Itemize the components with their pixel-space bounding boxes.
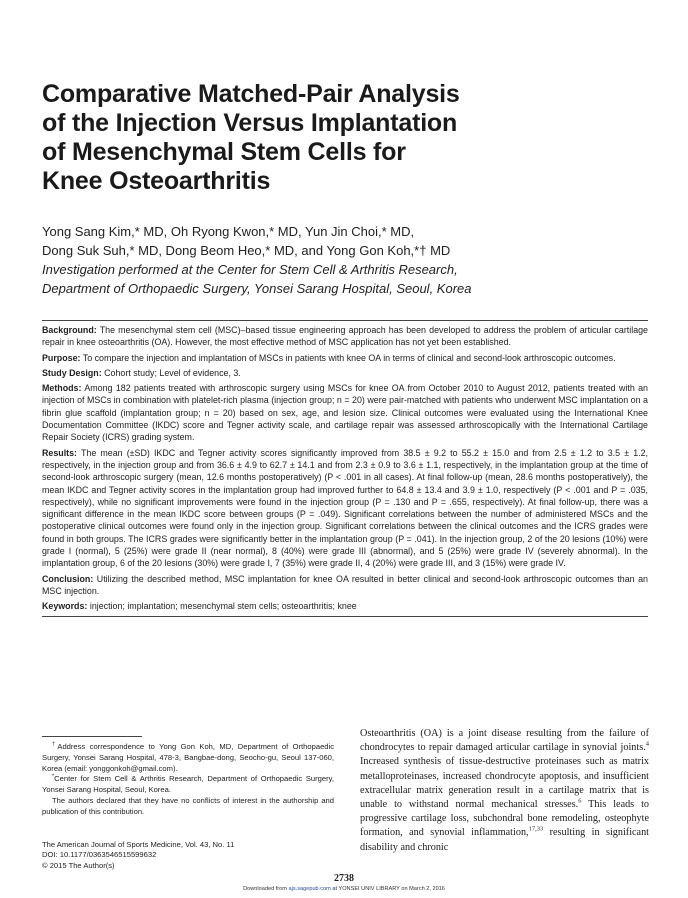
section-label: Methods:	[42, 383, 82, 394]
section-label: Purpose:	[42, 352, 81, 363]
section-label: Background:	[42, 325, 97, 335]
citation-ref: 4	[645, 740, 649, 748]
abstract-bottom-rule	[42, 616, 648, 617]
abstract-study-design	[42, 367, 648, 379]
download-site-link[interactable]: ajs.sagepub.com	[288, 886, 331, 892]
title-line: Knee Osteoarthritis	[42, 167, 271, 195]
footnote-center	[42, 774, 334, 796]
body-text: This leads to progressive cartilage loss, subchondral bone remodeling, osteophyte formation, and synovial inflammation,	[360, 799, 649, 839]
footnote-conflicts: The authors declared that they have no conflicts of interest in the authorship and publication of this contribution.	[42, 795, 334, 816]
abstract-background	[42, 324, 648, 349]
abstract-methods	[42, 382, 648, 443]
footnote-mark: *	[52, 773, 55, 780]
copyright: © 2015 The Author(s)	[42, 861, 115, 871]
footnote-text: Center for Stem Cell & Arthritis Research, Department of Orthopaedic Surgery, Yonsei Sarang Hospital, Seoul, Korea.	[42, 774, 334, 795]
section-label: Study Design:	[42, 367, 102, 378]
download-notice	[0, 886, 688, 892]
body-text: Increased synthesis of tissue-destructive proteinases such as matrix metalloproteinases, increased chondrocyte apoptosis, and insufficient extracellular matrix generation result in a cartilage matrix that is unable to withstand normal mechanical stresses.	[360, 756, 649, 811]
footnotes	[42, 736, 334, 872]
title-line: Comparative Matched-Pair Analysis	[42, 80, 460, 108]
section-text: Utilizing the described method, MSC implantation for knee OA resulted in better clinical and second-look arthroscopic outcomes than an MSC injection.	[42, 573, 648, 596]
section-text: Cohort study; Level of evidence, 3.	[101, 367, 241, 378]
section-text: injection; implantation; mesenchymal stem cells; osteoarthritis; knee	[87, 601, 357, 612]
footnote-rule	[42, 736, 142, 737]
download-suffix: at YONSEI UNIV LIBRARY on March 2, 2016	[330, 886, 445, 892]
abstract	[42, 320, 648, 617]
page-number: 2738	[334, 873, 354, 884]
footnote-correspondence	[42, 742, 334, 774]
section-label: Results:	[42, 447, 78, 458]
citation-ref: 17,33	[528, 826, 544, 834]
institution-line: Investigation performed at the Center for Stem Cell & Arthritis Research,	[42, 262, 458, 277]
abstract-top-rule	[42, 320, 648, 321]
body-paragraph	[360, 727, 649, 855]
author-line: Yong Sang Kim,* MD, Oh Ryong Kwon,* MD, Yun Jin Choi,* MD,	[42, 224, 415, 239]
footnote-mark: †	[52, 741, 58, 748]
abstract-purpose	[42, 352, 648, 364]
section-text: The mesenchymal stem cell (MSC)–based tissue engineering approach has been developed to address the problem of articular cartilage repair in knee osteoarthritis (OA). However, the most effective method of MSC application has not yet been established.	[42, 325, 648, 348]
section-text: Among 182 patients treated with arthroscopic surgery using MSCs for knee OA from October 2010 to August 2012, patients treated with an injection of MSCs in combination with platelet-rich plasma (injection group; n = 20) were pair-matched with patients who underwent MSC implantation on a fibrin glue scaffold (implantation group; n = 20) based on sex, age, and lesion size. Clinical outcomes were evaluated using the International Knee Documentation Committee (IKDC) score and Tegner activity scale, and cartilage repair was assessed arthroscopically with the International Cartilage Repair Society (ICRS) grading system.	[42, 383, 648, 443]
doi: DOI: 10.1177/0363546515599632	[42, 850, 157, 860]
author-block	[42, 222, 652, 298]
author-line: Dong Suk Suh,* MD, Dong Beom Heo,* MD, and Yong Gon Koh,*† MD	[42, 243, 451, 258]
abstract-conclusion	[42, 573, 648, 598]
journal-citation: The American Journal of Sports Medicine, Vol. 43, No. 11	[42, 839, 235, 849]
section-text: To compare the injection and implantation of MSCs in patients with knee OA in terms of clinical and second-look arthroscopic outcomes.	[80, 352, 616, 363]
article-title	[42, 80, 642, 196]
download-prefix: Downloaded from	[243, 886, 289, 892]
title-line: of Mesenchymal Stem Cells for	[42, 138, 406, 166]
footnote-text: Address correspondence to Yong Gon Koh, MD, Department of Orthopaedic Surgery, Yonsei Sarang Hospital, 478-3, Bangbae-dong, Seocho-gu, Seoul 137-060, Korea (email: yonggonkoh@gmail.com).	[42, 742, 334, 773]
body-text: Osteoarthritis (OA) is a joint disease resulting from the failure of chondrocytes to repair damaged articular cartilage in synovial joints.	[360, 728, 649, 754]
body-text-column	[360, 727, 649, 855]
body-text: resulting in significant disability and chronic	[360, 827, 649, 853]
institution-line: Department of Orthopaedic Surgery, Yonsei Sarang Hospital, Seoul, Korea	[42, 281, 472, 296]
section-text: The mean (±SD) IKDC and Tegner activity scores significantly improved from 38.5 ± 9.2 to 55.2 ± 15.0 and from 2.5 ± 1.2 to 3.5 ± 1.2, respectively, in the injection group and from 36.6 ± 4.9 to 62.7 ± 14.1 and from 2.3 ± 0.9 to 3.6 ± 1.1, respectively, in the implantation group at the time of second-look arthroscopic surgery (mean, 12.6 months postoperatively) (P < .001 in all cases). At final follow-up (mean, 28.6 months postoperatively), the mean IKDC and Tegner activity scores in the implantation group had improved further to 64.8 ± 13.4 and 3.9 ± 1.0, respectively (P < .001 and P = .035, respectively), while no significant improvements were found in the injection group (P = .130 and P = .655, respectively). At final follow-up, there was a significant difference in the mean IKDC score between groups (P = .049). Significant correlations between the number of administered MSCs and the postoperative clinical outcomes were found only in the injection group. Significant correlations between the clinical outcomes and the ICRS grades were found in both groups. The ICRS grades were significantly better in the implantation group (P = .041). In the injection group, 2 of the 20 lesions (10%) were grade I (normal), 5 (25%) were grade II (near normal), 8 (40%) were grade III (abnormal), and 5 (25%) were grade IV (severely abnormal). In the implantation group, 6 of the 20 lesions (30%) were grade I, 7 (35%) were grade II, 4 (20%) were grade III, and 3 (15%) were grade IV.	[42, 447, 648, 569]
citation-ref: 6	[578, 797, 582, 805]
abstract-results	[42, 447, 648, 570]
title-line: of the Injection Versus Implantation	[42, 109, 458, 137]
abstract-keywords	[42, 600, 648, 612]
section-label: Conclusion:	[42, 573, 94, 584]
section-label: Keywords:	[42, 601, 88, 612]
